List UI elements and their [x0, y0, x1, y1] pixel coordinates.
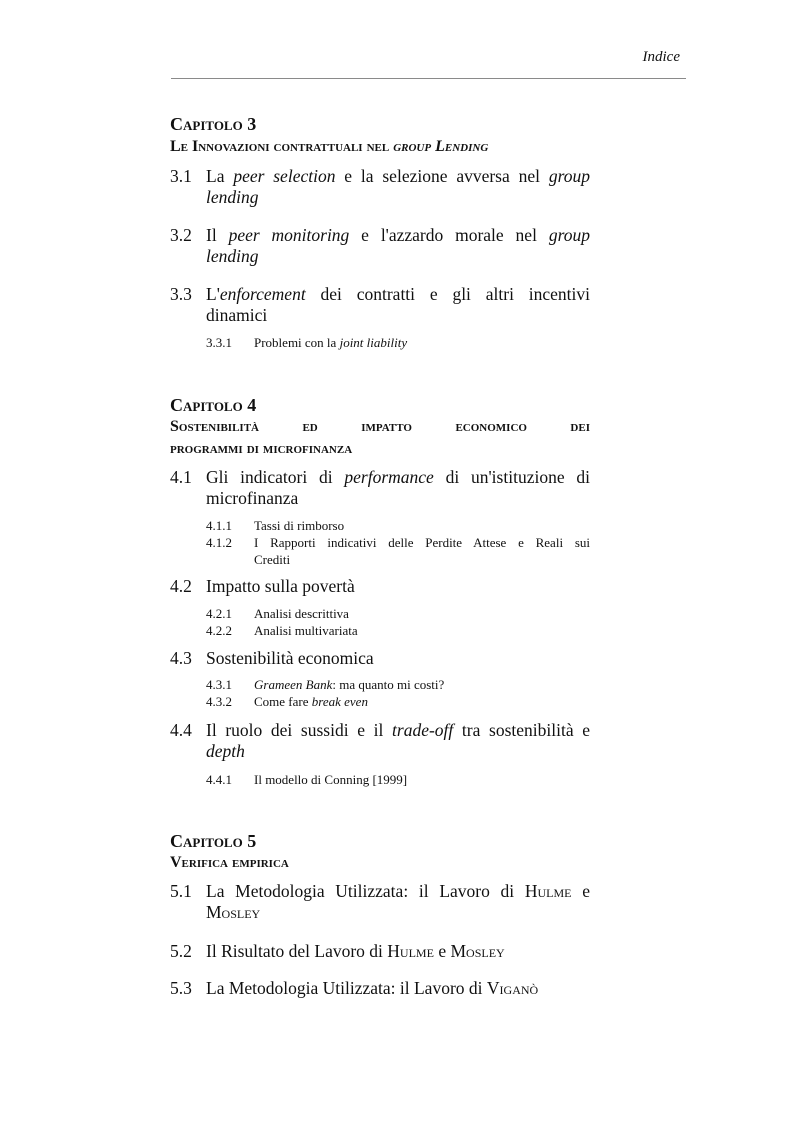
subsection-title: Tassi di rimborso [254, 518, 345, 533]
section-number: 4.4 [170, 720, 192, 740]
section-number: 3.1 [170, 166, 192, 186]
section-title: La Metodologia Utilizzata: il Lavoro di Hulme e Mosley [206, 881, 590, 922]
subsection-title: Analisi descrittiva [254, 606, 349, 621]
subsection-title: Come fare break even [254, 694, 368, 709]
chapter-title: Verifica empirica [170, 854, 289, 871]
section-number: 3.3 [170, 284, 192, 304]
chapter-title: Sostenibilità ed impatto economico dei [170, 418, 590, 435]
chapter-title: Le Innovazioni contrattuali nel group Lending [170, 138, 489, 155]
subsection-number: 3.3.1 [206, 335, 232, 350]
subsection-number: 4.2.2 [206, 623, 232, 638]
section-number: 5.1 [170, 881, 192, 901]
section-number: 4.1 [170, 467, 192, 487]
section-title: L'enforcement dei contratti e gli altri incentivi dinamici [206, 284, 590, 325]
section-number: 4.3 [170, 648, 192, 668]
subsection-number: 4.3.2 [206, 694, 232, 709]
subsection-title: I Rapporti indicativi delle Perdite Attese e Reali sui Crediti [254, 535, 590, 567]
section-title: La Metodologia Utilizzata: il Lavoro di Viganò [206, 978, 539, 998]
section-number: 4.2 [170, 576, 192, 596]
subsection-title: Il modello di Conning [1999] [254, 772, 408, 787]
section-title: Il peer monitoring e l'azzardo morale nel group lending [206, 225, 590, 266]
running-header-title: Indice [642, 49, 680, 65]
section-title: La peer selection e la selezione avversa nel group lending [206, 166, 590, 207]
subsection-title: Analisi multivariata [254, 623, 358, 638]
subsection-number: 4.4.1 [206, 772, 232, 787]
chapter-number: Capitolo 3 [170, 114, 257, 134]
subsection-number: 4.1.1 [206, 518, 232, 533]
subsection-title: Problemi con la joint liability [254, 335, 408, 350]
subsection-title: Grameen Bank: ma quanto mi costi? [254, 677, 445, 692]
section-title: Impatto sulla povertà [206, 576, 355, 596]
chapter-number: Capitolo 5 [170, 831, 257, 851]
section-title: Gli indicatori di performance di un'istituzione di microfinanza [206, 467, 590, 508]
chapter-title-line2: programmi di microfinanza [170, 440, 353, 457]
subsection-number: 4.3.1 [206, 677, 232, 692]
subsection-number: 4.2.1 [206, 606, 232, 621]
section-title: Il Risultato del Lavoro di Hulme e Mosley [206, 941, 505, 961]
section-number: 5.3 [170, 978, 192, 998]
page-header [171, 48, 686, 79]
section-number: 5.2 [170, 941, 192, 961]
subsection-number: 4.1.2 [206, 535, 232, 550]
chapter-number: Capitolo 4 [170, 395, 257, 415]
section-number: 3.2 [170, 225, 192, 245]
section-title: Il ruolo dei sussidi e il trade-off tra sostenibilità e depth [206, 720, 590, 761]
section-title: Sostenibilità economica [206, 648, 374, 668]
